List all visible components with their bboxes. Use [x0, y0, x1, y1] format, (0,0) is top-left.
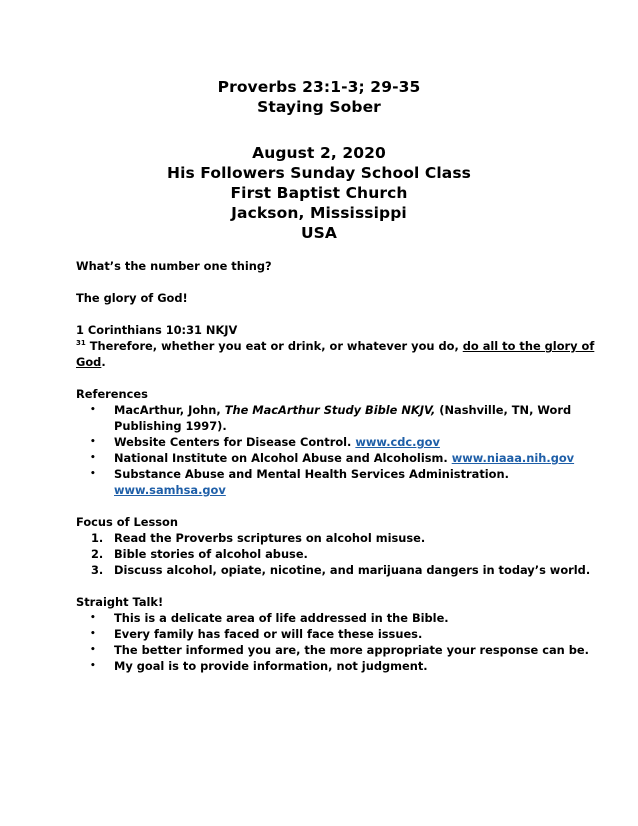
focus-item-text: Read the Proverbs scriptures on alcohol misuse.	[114, 531, 426, 545]
reference-publisher: (Nashville, TN, Word	[435, 403, 572, 417]
focus-item	[76, 530, 576, 546]
document-body	[76, 258, 595, 674]
item-number: 1.	[91, 531, 104, 545]
bullet-icon: •	[90, 645, 96, 655]
bullet-icon: •	[90, 661, 96, 671]
reference-text: Substance Abuse and Mental Health Services Administration.	[114, 467, 509, 481]
bullet-icon: •	[90, 469, 96, 479]
intro-question: What’s the number one thing?	[76, 259, 272, 273]
focus-heading: Focus of Lesson	[76, 515, 178, 529]
verse-emphasis: do all to the glory of	[462, 339, 595, 353]
focus-item	[76, 562, 591, 578]
lesson-date: August 2, 2020	[252, 144, 386, 162]
straight-talk-item	[76, 610, 576, 626]
focus-item-text: Bible stories of alcohol abuse.	[114, 547, 308, 561]
bullet-icon: •	[90, 405, 96, 415]
verse-emphasis-end: God	[76, 355, 102, 369]
straight-talk-item	[76, 658, 576, 674]
references-heading: References	[76, 387, 148, 401]
focus-list	[76, 530, 591, 578]
city-name: Jackson, Mississippi	[231, 204, 407, 222]
class-info-block	[0, 143, 638, 243]
verse-period: .	[101, 355, 106, 369]
straight-talk-item	[76, 642, 589, 658]
focus-item-text: Discuss alcohol, opiate, nicotine, and marijuana dangers in today’s world.	[114, 563, 591, 577]
reference-publisher-cont: Publishing 1997).	[114, 419, 227, 433]
samhsa-link[interactable]: www.samhsa.gov	[114, 483, 226, 497]
focus-item	[76, 546, 576, 562]
verse-text-main: Therefore, whether you eat or drink, or whatever you do,	[85, 339, 463, 353]
class-name: His Followers Sunday School Class	[167, 164, 471, 182]
straight-talk-list	[76, 610, 589, 674]
scripture-reference-title: Proverbs 23:1-3; 29-35	[217, 78, 421, 96]
bullet-icon: •	[90, 629, 96, 639]
bullet-icon: •	[90, 437, 96, 447]
cdc-link[interactable]: www.cdc.gov	[355, 435, 440, 449]
niaaa-link[interactable]: www.niaaa.nih.gov	[451, 451, 575, 465]
intro-answer: The glory of God!	[76, 291, 188, 305]
item-number: 3.	[91, 563, 104, 577]
verse-text-continued	[76, 354, 576, 370]
verse-number: 31	[76, 339, 86, 348]
title-block	[0, 77, 638, 117]
reference-item	[76, 450, 576, 466]
reference-item	[76, 434, 576, 450]
straight-talk-text: This is a delicate area of life addressed in the Bible.	[114, 611, 449, 625]
reference-book-title: The MacArthur Study Bible NKJV,	[224, 403, 436, 417]
reference-item	[76, 466, 576, 498]
straight-talk-text: Every family has faced or will face these issues.	[114, 627, 423, 641]
reference-item	[76, 402, 576, 434]
straight-talk-item	[76, 626, 576, 642]
reference-text: National Institute on Alcohol Abuse and Alcoholism.	[114, 451, 452, 465]
bullet-icon: •	[90, 613, 96, 623]
item-number: 2.	[91, 547, 104, 561]
verse-reference: 1 Corinthians 10:31 NKJV	[76, 323, 238, 337]
straight-talk-heading: Straight Talk!	[76, 595, 164, 609]
straight-talk-text: The better informed you are, the more appropriate your response can be.	[114, 643, 589, 657]
lesson-topic-title: Staying Sober	[257, 98, 381, 116]
verse-text	[76, 338, 595, 354]
references-list	[76, 402, 576, 498]
country-name: USA	[300, 224, 338, 242]
bullet-icon: •	[90, 453, 96, 463]
church-name: First Baptist Church	[230, 184, 408, 202]
reference-text: Website Centers for Disease Control.	[114, 435, 356, 449]
reference-author: MacArthur, John,	[114, 403, 225, 417]
straight-talk-text: My goal is to provide information, not judgment.	[114, 659, 428, 673]
